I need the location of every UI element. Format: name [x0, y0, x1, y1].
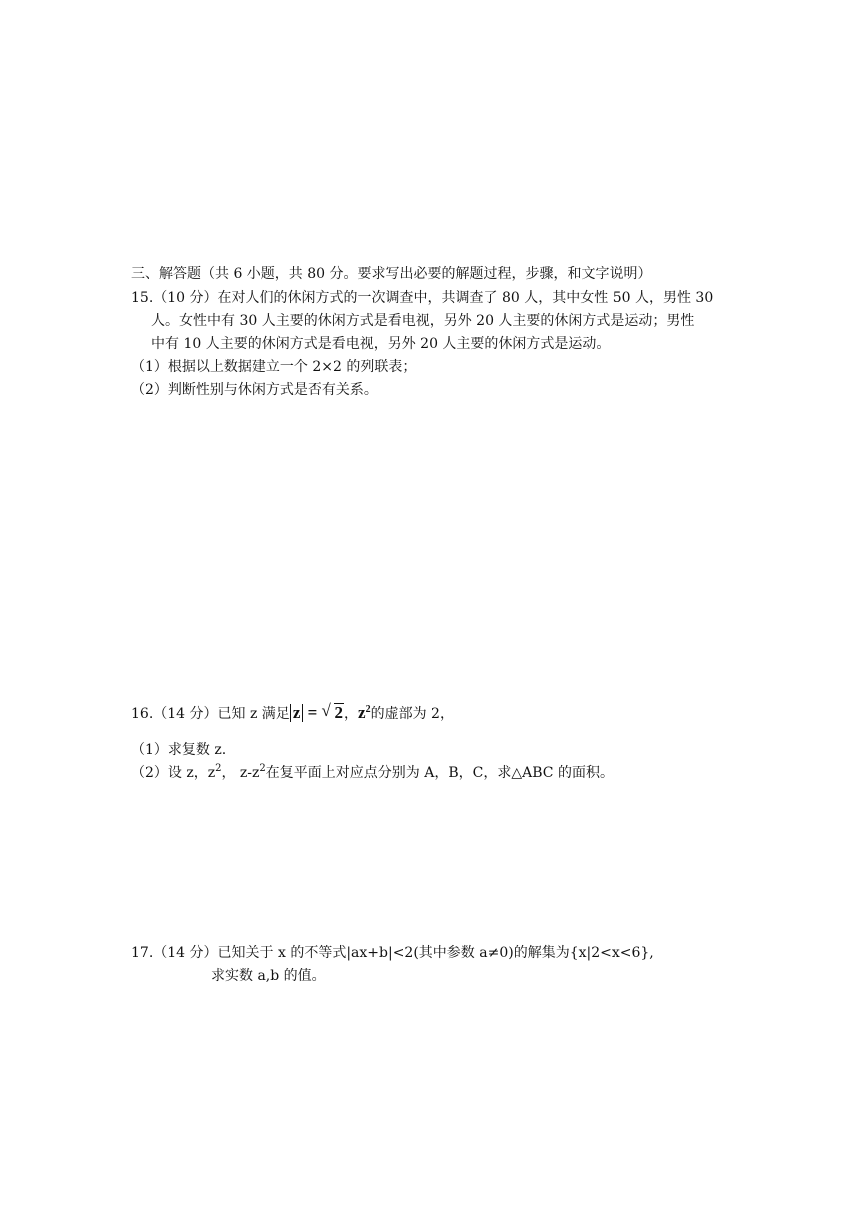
q17-line2: 求实数 a,b 的值。 — [211, 968, 326, 984]
sqrt-icon: √ — [321, 701, 331, 720]
q16-part2: （2）设 z，$z^2$， $z-z^2$在复平面上对应点分别为 A，B，C，求△ABC 的面积。 — [131, 763, 614, 781]
q15-part1: （1）根据以上数据建立一个 2×2 的列联表； — [131, 359, 417, 375]
q16-prefix: 16.（14 分）已知 z 满足 — [131, 706, 290, 722]
sqrt-arg: 2 — [334, 703, 344, 722]
q16-sep: ， — [344, 706, 359, 722]
section3-heading: 三、解答题（共 6 小题，共 80 分。要求写出必要的解题过程，步骤，和文字说明） — [131, 266, 652, 282]
z-squared: $z^2$ — [358, 703, 371, 722]
q16-part1: （1）求复数 z. — [131, 742, 227, 758]
q16-suffix: 的虚部为 2， — [370, 706, 454, 722]
q16-stem — [131, 703, 454, 724]
sqrt-2 — [322, 703, 345, 723]
q17-line1: 17.（14 分）已知关于 x 的不等式|ax+b|<2(其中参数 a≠0)的解集为{x|2<x<6}, — [131, 945, 654, 961]
equals: = — [303, 703, 322, 722]
q15-line1: 15.（10 分）在对人们的休闲方式的一次调查中，共调查了 80 人，其中女性 50 人，男性 30 — [131, 290, 714, 306]
abs-z: z — [290, 704, 304, 722]
q15-part2: （2）判断性别与休闲方式是否有关系。 — [131, 382, 378, 398]
q15-line2: 人。女性中有 30 人主要的休闲方式是看电视，另外 20 人主要的休闲方式是运动；男性 — [151, 313, 695, 329]
q15-line3: 中有 10 人主要的休闲方式是看电视，另外 20 人主要的休闲方式是运动。 — [151, 336, 611, 352]
